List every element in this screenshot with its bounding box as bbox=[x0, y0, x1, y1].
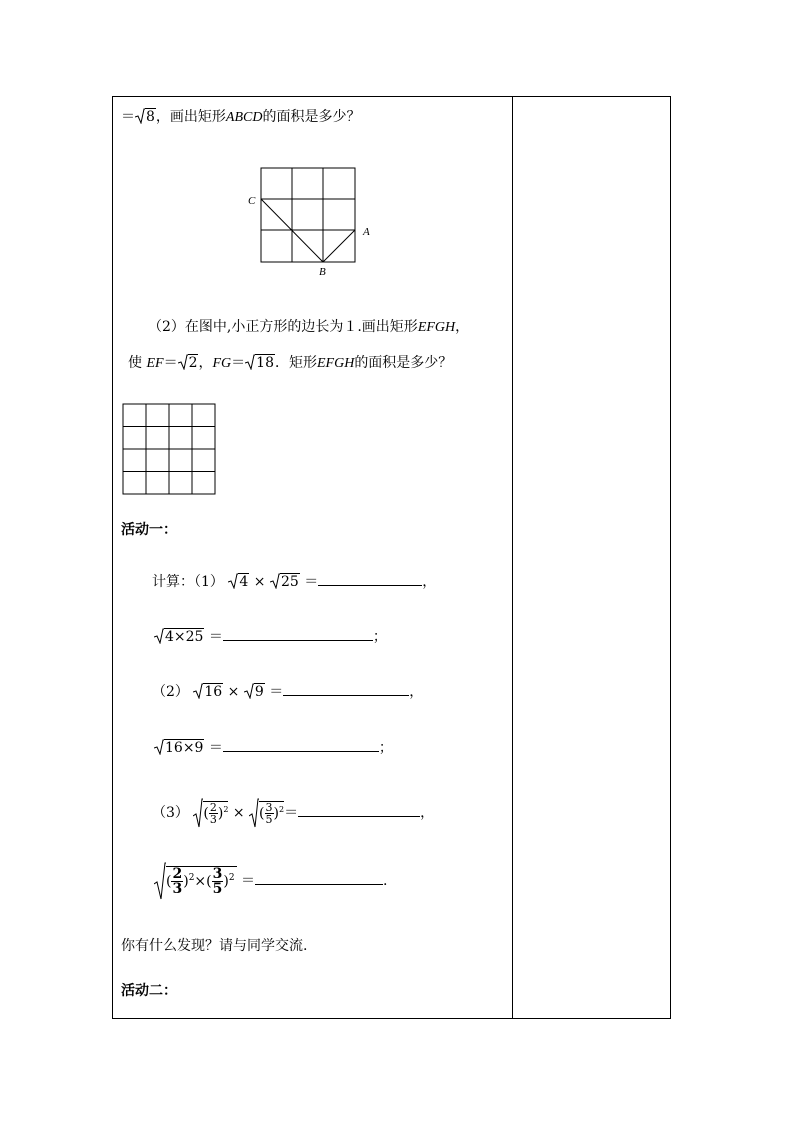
sqrt-sign bbox=[270, 573, 280, 589]
sqrt-sign bbox=[154, 739, 164, 755]
sqrt-sign bbox=[193, 683, 203, 699]
equals-sign: ＝ bbox=[163, 355, 178, 371]
calc-label: 计算：（1） bbox=[152, 574, 224, 590]
exponent: 2 bbox=[278, 804, 285, 814]
calc-label: （2） bbox=[152, 684, 189, 700]
equals-sign: ＝ bbox=[284, 805, 299, 821]
radicand: 8 bbox=[146, 109, 155, 125]
punctuation: ， bbox=[409, 684, 424, 700]
equals-sign: ＝ bbox=[208, 740, 223, 756]
equals-sign: ＝ bbox=[269, 684, 284, 700]
radicand: 9 bbox=[254, 684, 264, 700]
radicand: 25 bbox=[280, 574, 299, 590]
rectangle-name-efgh: EFGH bbox=[417, 320, 456, 335]
exponent: 2 bbox=[188, 872, 195, 883]
punctuation: . bbox=[383, 873, 388, 889]
denominator: 3 bbox=[209, 813, 217, 826]
calc-1b bbox=[154, 626, 387, 646]
segment-fg: FG bbox=[212, 356, 232, 371]
text-use: 使 bbox=[128, 355, 142, 371]
label-a: A bbox=[363, 226, 370, 238]
question-2-text: （2）在图中,小正方形的边长为１.画出矩形 bbox=[148, 319, 418, 335]
question-1-tail bbox=[121, 108, 360, 127]
numerator: 3 bbox=[265, 801, 273, 814]
calc-2b bbox=[154, 737, 393, 757]
times-sign: × bbox=[227, 684, 240, 700]
answer-blank[interactable] bbox=[318, 571, 422, 586]
segment-ef: EF bbox=[146, 356, 164, 371]
sqrt-sign bbox=[154, 862, 166, 900]
radicand: 2 bbox=[188, 355, 198, 371]
denominator: 5 bbox=[212, 881, 223, 897]
radicand: 18 bbox=[256, 355, 274, 371]
equals-sign: ＝ bbox=[231, 355, 246, 371]
activity-1-title: 活动一： bbox=[121, 522, 177, 538]
times-sign: × bbox=[253, 574, 266, 590]
radicand: 4×25 bbox=[165, 629, 204, 645]
comma: ， bbox=[198, 355, 213, 371]
sqrt-sign bbox=[249, 798, 259, 828]
sqrt-sign bbox=[178, 354, 188, 370]
discover-prompt: 你有什么发现？请与同学交流. bbox=[121, 938, 308, 954]
sqrt-sign bbox=[154, 628, 164, 644]
times-sign: × bbox=[232, 805, 245, 821]
calc-2a bbox=[152, 681, 423, 701]
answer-blank[interactable] bbox=[255, 870, 383, 885]
calc-1a bbox=[152, 571, 436, 591]
equals-sign: ＝ bbox=[304, 574, 319, 590]
equals-sign: ＝ bbox=[208, 629, 223, 645]
comma: ， bbox=[455, 319, 470, 335]
sqrt-sign bbox=[135, 108, 145, 124]
sqrt-sign bbox=[244, 683, 254, 699]
exponent: 2 bbox=[228, 872, 235, 883]
sqrt-sign bbox=[193, 798, 203, 828]
times-sign: × bbox=[194, 873, 207, 890]
equals-sign: ＝ bbox=[241, 873, 256, 889]
punctuation: ， bbox=[422, 574, 437, 590]
exponent: 2 bbox=[223, 804, 229, 814]
column-divider bbox=[512, 96, 513, 1019]
numerator: 3 bbox=[212, 866, 223, 882]
calc-3a bbox=[152, 796, 434, 832]
radicand-product: ( $\frac{2}{3}$ )$^2$×( $\frac{3}{5}$ )$^2$ bbox=[166, 866, 235, 897]
question-suffix: 的面积是多少？ bbox=[262, 109, 361, 125]
question-2-line-2 bbox=[128, 354, 452, 373]
rectangle-name: ABCD bbox=[225, 110, 263, 125]
grid-figure-efgh bbox=[122, 403, 217, 496]
radicand: 16 bbox=[204, 684, 223, 700]
radicand: 4 bbox=[239, 574, 249, 590]
answer-blank[interactable] bbox=[283, 681, 409, 696]
denominator: 5 bbox=[265, 813, 273, 826]
answer-blank[interactable] bbox=[223, 737, 379, 752]
question-suffix: 的面积是多少？ bbox=[354, 355, 453, 371]
denominator: 3 bbox=[172, 881, 183, 897]
calc-label: （3） bbox=[152, 805, 189, 821]
answer-blank[interactable] bbox=[298, 802, 420, 817]
calc-3b bbox=[154, 862, 387, 902]
label-b: B bbox=[319, 266, 326, 278]
answer-blank[interactable] bbox=[223, 626, 373, 641]
punctuation: ； bbox=[372, 629, 387, 645]
activity-2-title: 活动二： bbox=[121, 983, 177, 999]
punctuation: ， bbox=[420, 805, 435, 821]
label-c: C bbox=[248, 195, 256, 207]
numerator: 2 bbox=[172, 866, 183, 882]
sqrt-sign bbox=[228, 573, 238, 589]
rectangle-name-efgh: EFGH bbox=[316, 356, 355, 371]
question-2-line-1 bbox=[148, 318, 469, 337]
radicand-fraction: ( $\frac{2}{3}$ )$^2$ bbox=[203, 801, 229, 826]
radicand-fraction: ( $\frac{3}{5}$ )$^2$ bbox=[259, 801, 285, 826]
punctuation: ； bbox=[378, 740, 393, 756]
numerator: 2 bbox=[209, 801, 217, 814]
radicand: 16×9 bbox=[165, 740, 204, 756]
question-text: ，画出矩形 bbox=[155, 109, 226, 125]
equals-sign: ＝ bbox=[121, 109, 135, 125]
sqrt-sign bbox=[245, 354, 255, 370]
grid-figure-abcd bbox=[245, 162, 385, 280]
question-text: ．矩形 bbox=[274, 355, 317, 371]
